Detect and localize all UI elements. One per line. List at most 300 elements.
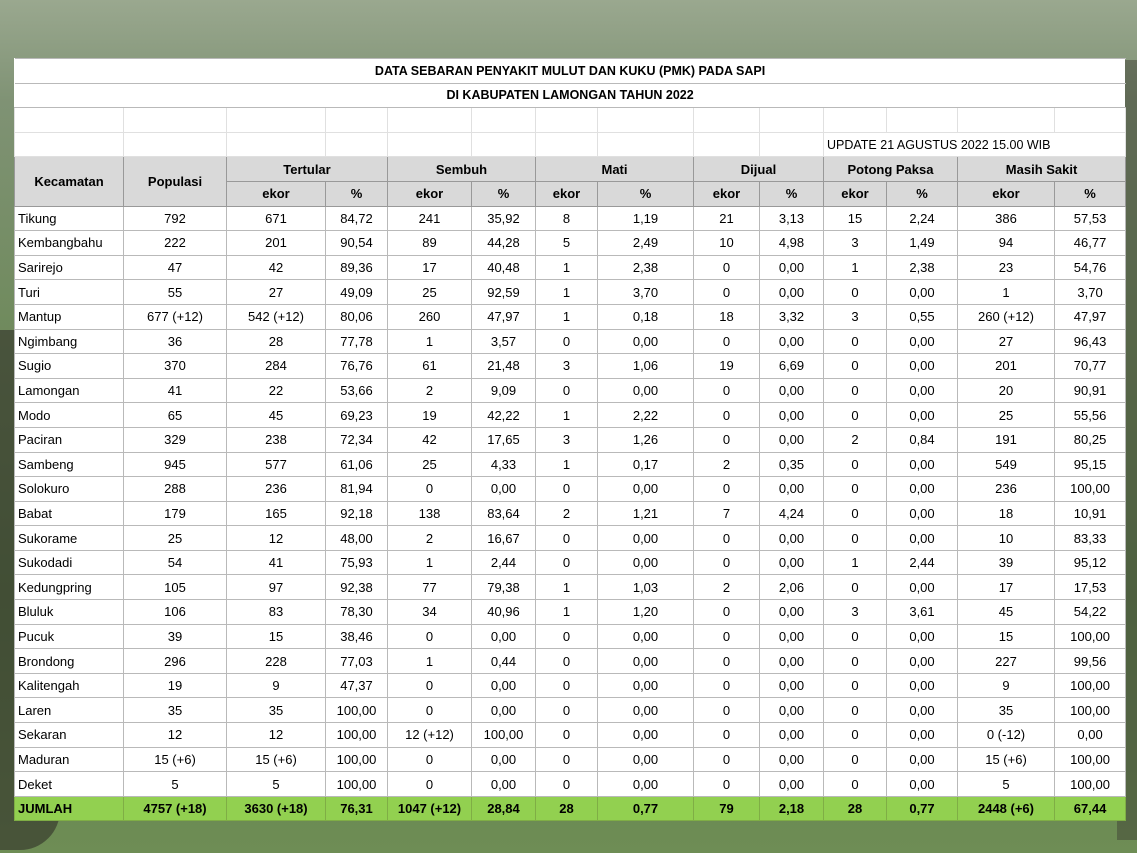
cell-dijual-ekor: 0 (694, 600, 760, 625)
header-sembuh: Sembuh (388, 157, 536, 182)
table-row (15, 378, 1126, 403)
cell-mati-ekor: 8 (536, 206, 598, 231)
cell-dijual-ekor: 0 (694, 723, 760, 748)
cell-tertular-ekor: 12 (227, 723, 326, 748)
cell-populasi: 39 (124, 624, 227, 649)
cell-dijual-ekor: 0 (694, 624, 760, 649)
cell-potong-paksa-ekor: 0 (824, 329, 887, 354)
cell-mati-pct: 0,00 (598, 477, 694, 502)
cell-sembuh-pct: 9,09 (472, 378, 536, 403)
cell-potong-paksa-ekor: 0 (824, 723, 887, 748)
cell-potong-paksa-ekor: 2 (824, 427, 887, 452)
cell-masih-sakit-pct: 95,12 (1055, 550, 1126, 575)
cell-dijual-pct: 0,00 (760, 600, 824, 625)
cell-masih-sakit-ekor: 5 (958, 772, 1055, 797)
total-dijual-pct: 2,18 (760, 796, 824, 821)
cell-kecamatan: Bluluk (15, 600, 124, 625)
cell-sembuh-ekor: 138 (388, 501, 472, 526)
cell-populasi: 677 (+12) (124, 304, 227, 329)
cell-dijual-ekor: 0 (694, 526, 760, 551)
cell-mati-pct: 0,00 (598, 747, 694, 772)
cell-sembuh-ekor: 0 (388, 772, 472, 797)
cell-potong-paksa-pct: 0,00 (887, 526, 958, 551)
cell-mati-ekor: 0 (536, 673, 598, 698)
cell-mati-ekor: 1 (536, 403, 598, 428)
cell-tertular-ekor: 41 (227, 550, 326, 575)
table-row (15, 206, 1126, 231)
cell-dijual-ekor: 18 (694, 304, 760, 329)
cell-masih-sakit-ekor: 20 (958, 378, 1055, 403)
cell-potong-paksa-ekor: 0 (824, 403, 887, 428)
total-tertular-ekor: 3630 (+18) (227, 796, 326, 821)
cell-mati-pct: 1,19 (598, 206, 694, 231)
cell-masih-sakit-ekor: 27 (958, 329, 1055, 354)
cell-mati-ekor: 1 (536, 304, 598, 329)
cell-kecamatan: Babat (15, 501, 124, 526)
cell-tertular-pct: 100,00 (326, 698, 388, 723)
cell-kecamatan: Kembangbahu (15, 231, 124, 256)
cell-masih-sakit-pct: 95,15 (1055, 452, 1126, 477)
cell-potong-paksa-pct: 0,00 (887, 477, 958, 502)
cell-potong-paksa-pct: 0,00 (887, 403, 958, 428)
cell-kecamatan: Sukorame (15, 526, 124, 551)
cell-potong-paksa-ekor: 0 (824, 624, 887, 649)
cell-tertular-pct: 69,23 (326, 403, 388, 428)
cell-dijual-ekor: 0 (694, 280, 760, 305)
cell-masih-sakit-pct: 99,56 (1055, 649, 1126, 674)
table-row (15, 329, 1126, 354)
header-mati: Mati (536, 157, 694, 182)
cell-dijual-ekor: 0 (694, 403, 760, 428)
cell-dijual-ekor: 0 (694, 255, 760, 280)
cell-dijual-pct: 0,00 (760, 526, 824, 551)
cell-kecamatan: Sugio (15, 354, 124, 379)
table-row (15, 526, 1126, 551)
cell-kecamatan: Turi (15, 280, 124, 305)
cell-mati-pct: 1,06 (598, 354, 694, 379)
cell-mati-ekor: 0 (536, 747, 598, 772)
cell-dijual-pct: 0,00 (760, 550, 824, 575)
cell-mati-pct: 0,00 (598, 772, 694, 797)
cell-potong-paksa-ekor: 15 (824, 206, 887, 231)
cell-mati-ekor: 0 (536, 698, 598, 723)
cell-potong-paksa-pct: 0,00 (887, 280, 958, 305)
cell-tertular-ekor: 22 (227, 378, 326, 403)
cell-sembuh-pct: 92,59 (472, 280, 536, 305)
cell-dijual-ekor: 10 (694, 231, 760, 256)
cell-sembuh-ekor: 25 (388, 280, 472, 305)
total-potong-paksa-ekor: 28 (824, 796, 887, 821)
cell-populasi: 15 (+6) (124, 747, 227, 772)
cell-populasi: 47 (124, 255, 227, 280)
cell-masih-sakit-pct: 90,91 (1055, 378, 1126, 403)
cell-kecamatan: Deket (15, 772, 124, 797)
cell-tertular-pct: 77,03 (326, 649, 388, 674)
table-row (15, 304, 1126, 329)
cell-tertular-pct: 89,36 (326, 255, 388, 280)
cell-masih-sakit-pct: 10,91 (1055, 501, 1126, 526)
cell-dijual-pct: 4,24 (760, 501, 824, 526)
cell-mati-ekor: 1 (536, 280, 598, 305)
cell-tertular-ekor: 238 (227, 427, 326, 452)
cell-sembuh-pct: 16,67 (472, 526, 536, 551)
total-potong-paksa-pct: 0,77 (887, 796, 958, 821)
cell-masih-sakit-ekor: 17 (958, 575, 1055, 600)
table-row (15, 723, 1126, 748)
cell-tertular-pct: 47,37 (326, 673, 388, 698)
cell-populasi: 329 (124, 427, 227, 452)
cell-mati-pct: 0,00 (598, 526, 694, 551)
cell-mati-ekor: 2 (536, 501, 598, 526)
subheader-ekor: ekor (694, 181, 760, 206)
cell-potong-paksa-pct: 0,00 (887, 624, 958, 649)
cell-potong-paksa-pct: 0,00 (887, 772, 958, 797)
subheader-percent: % (887, 181, 958, 206)
cell-tertular-ekor: 5 (227, 772, 326, 797)
cell-sembuh-pct: 3,57 (472, 329, 536, 354)
table-row (15, 403, 1126, 428)
cell-kecamatan: Lamongan (15, 378, 124, 403)
cell-dijual-ekor: 0 (694, 329, 760, 354)
subheader-ekor: ekor (824, 181, 887, 206)
cell-masih-sakit-ekor: 549 (958, 452, 1055, 477)
cell-potong-paksa-ekor: 3 (824, 304, 887, 329)
cell-tertular-pct: 53,66 (326, 378, 388, 403)
cell-mati-ekor: 0 (536, 526, 598, 551)
cell-tertular-ekor: 27 (227, 280, 326, 305)
cell-populasi: 12 (124, 723, 227, 748)
cell-populasi: 25 (124, 526, 227, 551)
cell-kecamatan: Kedungpring (15, 575, 124, 600)
cell-potong-paksa-pct: 0,00 (887, 747, 958, 772)
cell-sembuh-pct: 0,00 (472, 698, 536, 723)
cell-mati-pct: 0,00 (598, 673, 694, 698)
cell-kecamatan: Maduran (15, 747, 124, 772)
cell-masih-sakit-ekor: 45 (958, 600, 1055, 625)
cell-masih-sakit-ekor: 15 (958, 624, 1055, 649)
table-subtitle: DI KABUPATEN LAMONGAN TAHUN 2022 (15, 83, 1126, 108)
cell-mati-pct: 0,17 (598, 452, 694, 477)
cell-masih-sakit-pct: 80,25 (1055, 427, 1126, 452)
cell-masih-sakit-ekor: 39 (958, 550, 1055, 575)
total-dijual-ekor: 79 (694, 796, 760, 821)
cell-tertular-pct: 92,18 (326, 501, 388, 526)
cell-mati-pct: 3,70 (598, 280, 694, 305)
cell-potong-paksa-ekor: 0 (824, 477, 887, 502)
cell-populasi: 19 (124, 673, 227, 698)
cell-dijual-ekor: 2 (694, 452, 760, 477)
cell-sembuh-ekor: 2 (388, 526, 472, 551)
table-title: DATA SEBARAN PENYAKIT MULUT DAN KUKU (PMK) PADA SAPI (15, 59, 1126, 84)
cell-sembuh-pct: 47,97 (472, 304, 536, 329)
cell-populasi: 65 (124, 403, 227, 428)
cell-dijual-pct: 0,35 (760, 452, 824, 477)
cell-dijual-pct: 0,00 (760, 624, 824, 649)
subheader-percent: % (1055, 181, 1126, 206)
cell-mati-pct: 0,00 (598, 723, 694, 748)
cell-mati-pct: 2,22 (598, 403, 694, 428)
cell-kecamatan: Paciran (15, 427, 124, 452)
total-populasi: 4757 (+18) (124, 796, 227, 821)
cell-sembuh-ekor: 25 (388, 452, 472, 477)
cell-masih-sakit-pct: 47,97 (1055, 304, 1126, 329)
cell-dijual-pct: 0,00 (760, 329, 824, 354)
cell-sembuh-pct: 79,38 (472, 575, 536, 600)
cell-sembuh-ekor: 2 (388, 378, 472, 403)
cell-dijual-pct: 6,69 (760, 354, 824, 379)
cell-masih-sakit-pct: 100,00 (1055, 624, 1126, 649)
cell-potong-paksa-pct: 2,24 (887, 206, 958, 231)
cell-sembuh-pct: 44,28 (472, 231, 536, 256)
cell-dijual-pct: 0,00 (760, 673, 824, 698)
cell-sembuh-ekor: 0 (388, 698, 472, 723)
cell-masih-sakit-ekor: 35 (958, 698, 1055, 723)
cell-masih-sakit-pct: 54,22 (1055, 600, 1126, 625)
total-kecamatan: JUMLAH (15, 796, 124, 821)
cell-dijual-ekor: 0 (694, 649, 760, 674)
cell-sembuh-ekor: 0 (388, 673, 472, 698)
cell-kecamatan: Sukodadi (15, 550, 124, 575)
cell-sembuh-ekor: 34 (388, 600, 472, 625)
cell-sembuh-ekor: 61 (388, 354, 472, 379)
header-populasi: Populasi (124, 157, 227, 206)
cell-tertular-ekor: 83 (227, 600, 326, 625)
cell-tertular-ekor: 9 (227, 673, 326, 698)
cell-tertular-ekor: 15 (+6) (227, 747, 326, 772)
cell-mati-pct: 1,26 (598, 427, 694, 452)
cell-sembuh-ekor: 0 (388, 624, 472, 649)
cell-populasi: 106 (124, 600, 227, 625)
cell-tertular-pct: 75,93 (326, 550, 388, 575)
cell-dijual-ekor: 0 (694, 427, 760, 452)
cell-masih-sakit-pct: 83,33 (1055, 526, 1126, 551)
cell-tertular-pct: 49,09 (326, 280, 388, 305)
cell-kecamatan: Pucuk (15, 624, 124, 649)
cell-masih-sakit-ekor: 25 (958, 403, 1055, 428)
cell-kecamatan: Tikung (15, 206, 124, 231)
cell-tertular-ekor: 28 (227, 329, 326, 354)
cell-mati-pct: 0,00 (598, 550, 694, 575)
cell-masih-sakit-pct: 57,53 (1055, 206, 1126, 231)
cell-mati-ekor: 0 (536, 772, 598, 797)
total-tertular-pct: 76,31 (326, 796, 388, 821)
cell-masih-sakit-ekor: 201 (958, 354, 1055, 379)
cell-mati-ekor: 0 (536, 378, 598, 403)
cell-dijual-ekor: 7 (694, 501, 760, 526)
cell-dijual-ekor: 19 (694, 354, 760, 379)
subheader-ekor: ekor (227, 181, 326, 206)
cell-dijual-pct: 0,00 (760, 772, 824, 797)
cell-populasi: 41 (124, 378, 227, 403)
cell-sembuh-ekor: 77 (388, 575, 472, 600)
total-sembuh-pct: 28,84 (472, 796, 536, 821)
cell-tertular-pct: 78,30 (326, 600, 388, 625)
cell-potong-paksa-ekor: 1 (824, 550, 887, 575)
cell-tertular-pct: 76,76 (326, 354, 388, 379)
cell-populasi: 792 (124, 206, 227, 231)
cell-mati-pct: 0,00 (598, 649, 694, 674)
subheader-percent: % (760, 181, 824, 206)
cell-kecamatan: Modo (15, 403, 124, 428)
cell-populasi: 288 (124, 477, 227, 502)
cell-kecamatan: Sekaran (15, 723, 124, 748)
total-sembuh-ekor: 1047 (+12) (388, 796, 472, 821)
table-row (15, 772, 1126, 797)
cell-masih-sakit-ekor: 227 (958, 649, 1055, 674)
cell-tertular-ekor: 97 (227, 575, 326, 600)
cell-mati-ekor: 0 (536, 624, 598, 649)
cell-tertular-pct: 90,54 (326, 231, 388, 256)
cell-dijual-ekor: 0 (694, 747, 760, 772)
cell-mati-pct: 2,49 (598, 231, 694, 256)
cell-sembuh-ekor: 0 (388, 747, 472, 772)
subheader-percent: % (472, 181, 536, 206)
cell-potong-paksa-ekor: 1 (824, 255, 887, 280)
cell-potong-paksa-pct: 3,61 (887, 600, 958, 625)
cell-populasi: 296 (124, 649, 227, 674)
cell-masih-sakit-ekor: 1 (958, 280, 1055, 305)
subheader-ekor: ekor (958, 181, 1055, 206)
cell-tertular-ekor: 671 (227, 206, 326, 231)
cell-tertular-ekor: 236 (227, 477, 326, 502)
cell-sembuh-pct: 0,00 (472, 477, 536, 502)
cell-tertular-pct: 92,38 (326, 575, 388, 600)
cell-dijual-pct: 0,00 (760, 723, 824, 748)
cell-mati-ekor: 1 (536, 575, 598, 600)
cell-populasi: 54 (124, 550, 227, 575)
cell-populasi: 222 (124, 231, 227, 256)
cell-potong-paksa-ekor: 0 (824, 378, 887, 403)
cell-potong-paksa-pct: 0,84 (887, 427, 958, 452)
cell-masih-sakit-ekor: 94 (958, 231, 1055, 256)
cell-kecamatan: Mantup (15, 304, 124, 329)
cell-sembuh-ekor: 1 (388, 649, 472, 674)
cell-dijual-pct: 0,00 (760, 747, 824, 772)
cell-potong-paksa-ekor: 0 (824, 649, 887, 674)
cell-tertular-ekor: 42 (227, 255, 326, 280)
table-row (15, 747, 1126, 772)
cell-dijual-pct: 0,00 (760, 378, 824, 403)
cell-tertular-ekor: 577 (227, 452, 326, 477)
cell-mati-pct: 0,00 (598, 624, 694, 649)
cell-dijual-ekor: 0 (694, 673, 760, 698)
cell-masih-sakit-ekor: 18 (958, 501, 1055, 526)
table-row (15, 477, 1126, 502)
cell-sembuh-pct: 83,64 (472, 501, 536, 526)
cell-tertular-ekor: 165 (227, 501, 326, 526)
cell-tertular-ekor: 15 (227, 624, 326, 649)
cell-masih-sakit-ekor: 191 (958, 427, 1055, 452)
table-row (15, 698, 1126, 723)
cell-potong-paksa-pct: 0,00 (887, 329, 958, 354)
table-row (15, 427, 1126, 452)
cell-potong-paksa-ekor: 0 (824, 747, 887, 772)
cell-masih-sakit-ekor: 386 (958, 206, 1055, 231)
cell-potong-paksa-ekor: 0 (824, 575, 887, 600)
table-row (15, 501, 1126, 526)
cell-masih-sakit-pct: 70,77 (1055, 354, 1126, 379)
table-row (15, 575, 1126, 600)
cell-tertular-ekor: 35 (227, 698, 326, 723)
cell-masih-sakit-pct: 46,77 (1055, 231, 1126, 256)
cell-dijual-pct: 0,00 (760, 427, 824, 452)
cell-potong-paksa-pct: 0,00 (887, 501, 958, 526)
cell-sembuh-pct: 17,65 (472, 427, 536, 452)
cell-masih-sakit-ekor: 23 (958, 255, 1055, 280)
cell-sembuh-ekor: 0 (388, 477, 472, 502)
table-row (15, 354, 1126, 379)
cell-dijual-pct: 0,00 (760, 403, 824, 428)
cell-potong-paksa-ekor: 0 (824, 698, 887, 723)
total-masih-sakit-pct: 67,44 (1055, 796, 1126, 821)
cell-tertular-pct: 80,06 (326, 304, 388, 329)
cell-potong-paksa-ekor: 0 (824, 772, 887, 797)
cell-tertular-ekor: 12 (227, 526, 326, 551)
cell-mati-ekor: 0 (536, 550, 598, 575)
cell-dijual-ekor: 0 (694, 378, 760, 403)
cell-tertular-ekor: 542 (+12) (227, 304, 326, 329)
cell-populasi: 105 (124, 575, 227, 600)
cell-sembuh-pct: 0,00 (472, 624, 536, 649)
cell-masih-sakit-pct: 100,00 (1055, 698, 1126, 723)
cell-tertular-pct: 100,00 (326, 723, 388, 748)
cell-mati-ekor: 0 (536, 649, 598, 674)
cell-tertular-pct: 38,46 (326, 624, 388, 649)
cell-mati-ekor: 1 (536, 255, 598, 280)
cell-sembuh-pct: 100,00 (472, 723, 536, 748)
cell-dijual-pct: 0,00 (760, 477, 824, 502)
cell-populasi: 5 (124, 772, 227, 797)
cell-dijual-ekor: 21 (694, 206, 760, 231)
cell-sembuh-ekor: 17 (388, 255, 472, 280)
cell-sembuh-pct: 0,00 (472, 772, 536, 797)
spreadsheet (14, 58, 1125, 820)
cell-tertular-ekor: 201 (227, 231, 326, 256)
cell-potong-paksa-ekor: 0 (824, 673, 887, 698)
cell-sembuh-pct: 0,00 (472, 673, 536, 698)
cell-mati-ekor: 5 (536, 231, 598, 256)
cell-dijual-ekor: 2 (694, 575, 760, 600)
cell-mati-pct: 1,03 (598, 575, 694, 600)
total-masih-sakit-ekor: 2448 (+6) (958, 796, 1055, 821)
cell-sembuh-pct: 0,44 (472, 649, 536, 674)
cell-masih-sakit-ekor: 0 (-12) (958, 723, 1055, 748)
cell-kecamatan: Ngimbang (15, 329, 124, 354)
cell-sembuh-pct: 42,22 (472, 403, 536, 428)
table-row (15, 452, 1126, 477)
cell-potong-paksa-ekor: 3 (824, 600, 887, 625)
pmk-data-table (14, 58, 1126, 821)
table-row (15, 550, 1126, 575)
cell-masih-sakit-ekor: 10 (958, 526, 1055, 551)
header-kecamatan: Kecamatan (15, 157, 124, 206)
cell-mati-ekor: 1 (536, 452, 598, 477)
subheader-percent: % (598, 181, 694, 206)
subheader-ekor: ekor (388, 181, 472, 206)
cell-populasi: 370 (124, 354, 227, 379)
cell-dijual-ekor: 0 (694, 550, 760, 575)
cell-masih-sakit-pct: 100,00 (1055, 673, 1126, 698)
cell-mati-pct: 1,21 (598, 501, 694, 526)
cell-potong-paksa-pct: 0,00 (887, 378, 958, 403)
table-row (15, 673, 1126, 698)
cell-tertular-pct: 81,94 (326, 477, 388, 502)
cell-sembuh-ekor: 89 (388, 231, 472, 256)
total-mati-pct: 0,77 (598, 796, 694, 821)
cell-potong-paksa-pct: 1,49 (887, 231, 958, 256)
cell-dijual-pct: 0,00 (760, 280, 824, 305)
cell-dijual-ekor: 0 (694, 698, 760, 723)
